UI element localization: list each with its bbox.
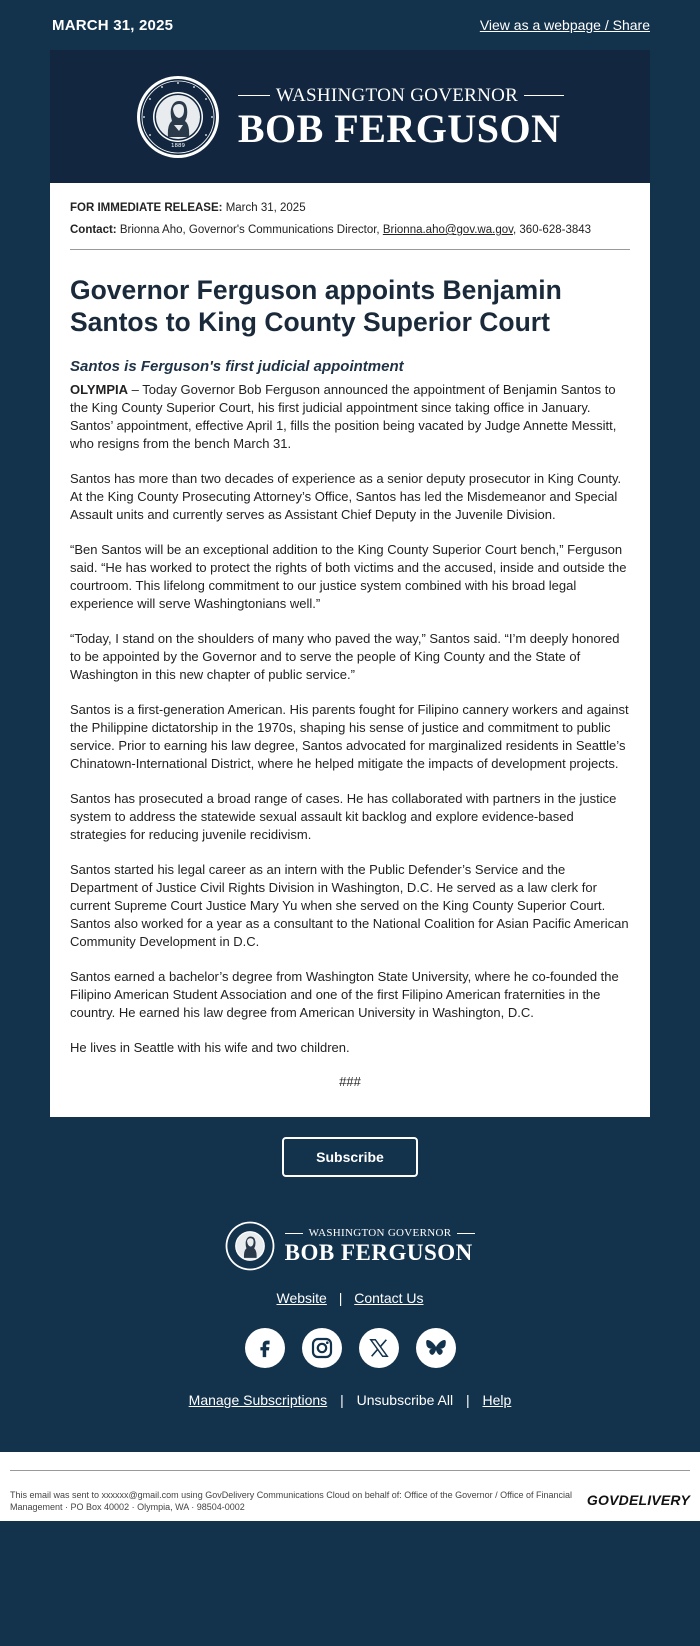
divider xyxy=(70,249,630,250)
release-label: FOR IMMEDIATE RELEASE: xyxy=(70,202,223,214)
govdelivery-logo[interactable]: GOVDELIVERY xyxy=(586,1492,690,1508)
bluesky-icon[interactable] xyxy=(416,1328,456,1368)
footer-brand xyxy=(285,1227,476,1265)
footer-seal-icon xyxy=(225,1221,275,1271)
top-bar xyxy=(0,0,700,50)
release-date: March 31, 2025 xyxy=(225,202,306,214)
footer-links xyxy=(0,1290,700,1306)
brand-name: BOB FERGUSON xyxy=(237,105,561,151)
website-link[interactable]: Website xyxy=(276,1290,327,1306)
link-separator: | xyxy=(466,1392,470,1408)
paragraph: Santos is a first-generation American. His parents fought for Filipino cannery workers and against the Philippine dictatorship in the 1970s, shaping his sense of justice and commitment to public service. Prior to earning his law degree, Santos advocated for marginalized residents in Seattle’s Chinatown-International District, where he helped mitigate the impacts of development projects. xyxy=(70,702,629,771)
footer-brand-name: BOB FERGUSON xyxy=(284,1240,473,1265)
contact-us-link[interactable]: Contact Us xyxy=(354,1290,424,1306)
paragraph: Santos has more than two decades of experience as a senior deputy prosecutor in King County. At the King County Prosecuting Attorney’s Office, Santos has led the Misdemeanor and Special Assault units and currently serves as Assistant Chief Deputy in the Juvenile Division. xyxy=(70,471,622,522)
instagram-icon[interactable] xyxy=(302,1328,342,1368)
paragraph: Santos started his legal career as an intern with the Public Defender’s Service and the Department of Justice Civil Rights Division in Washington, D.C. He served as a law clerk for current Supreme Court Justice Mary Yu when she served on the King County Superior Court. Santos also worked for a year as a consultant to the National Coalition for Asian Pacific American Community Development in D.C. xyxy=(70,862,629,949)
unsubscribe-all-link[interactable]: Unsubscribe All xyxy=(356,1392,454,1408)
link-separator: | xyxy=(340,1392,344,1408)
contact-label: Contact: xyxy=(70,224,117,236)
article-title: Governor Ferguson appoints Benjamin Santos to King County Superior Court xyxy=(70,275,562,337)
manage-subscriptions-link[interactable]: Manage Subscriptions xyxy=(188,1392,328,1408)
view-as-webpage-link[interactable]: View as a webpage / Share xyxy=(479,17,650,33)
article-subtitle: Santos is Ferguson's first judicial appointment xyxy=(70,358,404,375)
contact-phone: , 360-628-3843 xyxy=(513,224,592,236)
dateline: OLYMPIA xyxy=(70,382,129,397)
paragraph: “Today, I stand on the shoulders of many who paved the way,” Santos said. “I’m deeply honored to be appointed by the Governor and to serve the people of King County and the State of Washington in this new chapter of public service.” xyxy=(70,631,620,682)
contact-text: Brionna Aho, Governor's Communications Director, xyxy=(119,224,380,236)
state-seal-icon xyxy=(136,75,220,159)
svg-text:1889: 1889 xyxy=(170,142,185,149)
issue-date: MARCH 31, 2025 xyxy=(52,16,174,34)
header-banner xyxy=(50,50,650,183)
paragraph: Santos earned a bachelor’s degree from Washington State University, where he co-founded the Filipino American Student Association and one of the first Filipino American fraternities in the country. He earned his law degree from American University in Washington, D.C. xyxy=(70,969,619,1020)
release-info xyxy=(70,197,630,241)
brand-subtitle: WASHINGTON GOVERNOR xyxy=(275,84,519,106)
paragraph: He lives in Seattle with his wife and two children. xyxy=(70,1040,350,1055)
help-link[interactable]: Help xyxy=(482,1392,512,1408)
end-mark: ### xyxy=(339,1074,361,1089)
facebook-icon[interactable] xyxy=(245,1328,285,1368)
lead-paragraph: OLYMPIA – Today Governor Bob Ferguson announced the appointment of Benjamin Santos to the King County Superior Court, his first judicial appointment since taking office in January. Santos’ appointment, effective April 1, fills the position being vacated by Judge Annette Messitt, who resigns from the bench March 31. xyxy=(70,382,617,451)
social-links xyxy=(0,1328,700,1368)
divider xyxy=(10,1470,690,1471)
disclaimer-text: This email was sent to xxxxxx@gmail.com using GovDelivery Communications Cloud on behalf of: Office of the Governor / Office of Financial Management · PO Box 40002 · Olympia, WA · 98504-0002 xyxy=(10,1490,573,1512)
paragraph: Santos has prosecuted a broad range of cases. He has collaborated with partners in the justice system to address the statewide sexual assault kit backlog and explore evidence-based strategies for reducing juvenile recidivism. xyxy=(70,791,617,842)
header-brand xyxy=(238,85,564,149)
footer-logo xyxy=(0,1218,700,1274)
x-icon[interactable] xyxy=(359,1328,399,1368)
paragraph: “Ben Santos will be an exceptional addition to the King County Superior Court bench,” Ferguson said. “He has worked to protect the rights of both victims and the accused, inside and outside the courtroom. This lifelong commitment to our justice system combined with his broad legal experience will serve Washingtonians well.” xyxy=(70,542,627,611)
contact-email-link[interactable]: Brionna.aho@gov.wa.gov xyxy=(382,224,514,236)
link-separator: | xyxy=(338,1290,343,1306)
subscribe-button[interactable]: Subscribe xyxy=(282,1137,418,1177)
subscription-links xyxy=(0,1392,700,1452)
bottom-disclaimer xyxy=(0,1452,700,1521)
footer-brand-subtitle: WASHINGTON GOVERNOR xyxy=(308,1227,452,1239)
article-content xyxy=(50,183,650,1117)
